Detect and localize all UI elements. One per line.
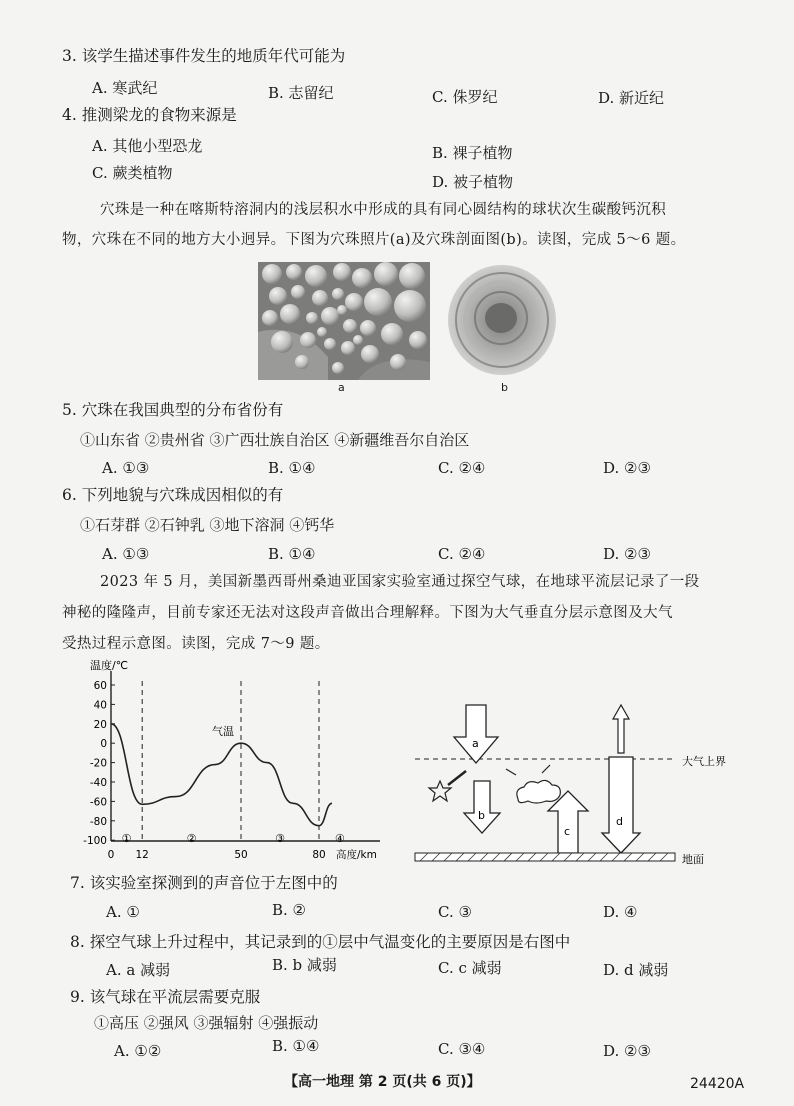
y-tick-label: -100 (83, 835, 107, 848)
q3-stem: 3. 该学生描述事件发生的地质年代可能为 (62, 47, 346, 65)
q6-option-b: B. ①④ (268, 545, 316, 563)
label-a: a (472, 737, 479, 750)
cave-pearls-photo (258, 262, 430, 380)
page-footer: 【高一地理 第 2 页(共 6 页)】 (284, 1074, 481, 1090)
arrow-b (464, 781, 500, 833)
chart-xlabel: 高度/km (336, 849, 377, 861)
q8-option-b: B. b 减弱 (272, 956, 337, 974)
q6-items: ①石芽群 ②石钟乳 ③地下溶洞 ④钙华 (80, 516, 335, 534)
label-b: b (478, 809, 485, 822)
q9-items: ①高压 ②强风 ③强辐射 ④强振动 (94, 1014, 319, 1032)
temperature-curve (111, 724, 332, 826)
paper-code: 24420A (690, 1076, 745, 1092)
y-tick-label: 60 (93, 680, 107, 692)
q9-option-d: D. ②③ (603, 1042, 651, 1060)
heating-process-diagram (410, 695, 740, 870)
curve-label: 气温 (212, 725, 234, 738)
q6-option-a: A. ①③ (102, 545, 150, 563)
ground-label: 地面 (682, 853, 704, 866)
label-d: d (616, 815, 623, 828)
x-tick-label: 12 (135, 849, 149, 861)
q9-option-b: B. ①④ (272, 1037, 320, 1055)
chart-ylabel: 温度/℃ (90, 659, 129, 672)
q3-option-a: A. 寒武纪 (92, 79, 158, 97)
arrow-a (454, 705, 498, 763)
passage2-line2: 神秘的隆隆声，目前专家还无法对这段声音做出合理解释。下图为大气垂直分层示意图及大气 (62, 605, 673, 621)
caption-b: b (501, 381, 508, 394)
layer-label: ② (186, 832, 197, 846)
q4-option-a: A. 其他小型恐龙 (92, 137, 203, 155)
reflect-arrow-left (506, 769, 516, 775)
q5-items: ①山东省 ②贵州省 ③广西壮族自治区 ④新疆维吾尔自治区 (80, 431, 470, 449)
q9-stem: 9. 该气球在平流层需要克服 (70, 988, 261, 1006)
layer-label: ③ (275, 832, 285, 846)
y-tick-label: 20 (93, 718, 107, 731)
q8-option-d: D. d 减弱 (603, 961, 669, 979)
q4-stem: 4. 推测梁龙的食物来源是 (62, 106, 237, 124)
q8-stem: 8. 探空气球上升过程中，其记录到的①层中气温变化的主要原因是右图中 (70, 933, 571, 951)
q3-option-d: D. 新近纪 (598, 89, 665, 107)
y-tick-label: 40 (93, 699, 107, 712)
q3-option-c: C. 侏罗纪 (432, 88, 498, 106)
passage2-line1: 2023 年 5 月，美国新墨西哥州桑迪亚国家实验室通过探空气球，在地球平流层记录了一段 (100, 574, 700, 590)
y-tick-label: -20 (89, 757, 107, 770)
reflect-arrow-right (542, 765, 550, 773)
q8-option-c: C. c 减弱 (438, 959, 502, 977)
temperature-altitude-chart (80, 655, 410, 870)
q5-option-a: A. ①③ (102, 459, 150, 477)
q7-option-c: C. ③ (438, 903, 472, 921)
cave-pearl-cross-section (446, 263, 558, 377)
y-tick-label: -80 (89, 815, 107, 828)
passage1-line2: 物，穴珠在不同的地方大小迥异。下图为穴珠照片(a)及穴珠剖面图(b)。读图，完成 5～6 题。 (62, 232, 686, 248)
passage1-line1: 穴珠是一种在喀斯特溶洞内的浅层积水中形成的具有同心圆结构的球状次生碳酸钙沉积 (100, 202, 667, 218)
layer-label: ① (121, 832, 132, 846)
q8-option-a: A. a 减弱 (106, 961, 171, 979)
q5-option-b: B. ①④ (268, 459, 316, 477)
y-tick-label: 0 (100, 738, 107, 751)
q7-option-b: B. ② (272, 901, 307, 919)
q7-stem: 7. 该实验室探测到的声音位于左图中的 (70, 874, 338, 892)
q5-option-c: C. ②④ (438, 459, 486, 477)
layer-label: ④ (334, 832, 345, 846)
q9-option-c: C. ③④ (438, 1040, 486, 1058)
q6-stem: 6. 下列地貌与穴珠成因相似的有 (62, 486, 284, 504)
x-tick-label: 80 (312, 849, 326, 861)
q6-option-c: C. ②④ (438, 545, 486, 563)
q7-option-a: A. ① (106, 903, 140, 921)
x-tick-label: 50 (234, 849, 248, 861)
y-tick-label: -60 (89, 796, 107, 809)
arrow-d-up (613, 705, 629, 753)
q9-option-a: A. ①② (114, 1042, 162, 1060)
q5-stem: 5. 穴珠在我国典型的分布省份有 (62, 401, 284, 419)
q3-option-b: B. 志留纪 (268, 84, 334, 102)
upper-boundary-label: 大气上界 (682, 755, 726, 768)
cloud-icon (517, 780, 560, 803)
q5-option-d: D. ②③ (603, 459, 651, 477)
y-tick-label: -40 (89, 777, 107, 789)
passage2-line3: 受热过程示意图。读图，完成 7～9 题。 (62, 636, 330, 652)
caption-a: a (338, 381, 345, 394)
q4-option-d: D. 被子植物 (432, 173, 514, 191)
x-tick-label: 0 (107, 849, 115, 861)
arrow-d (602, 757, 640, 853)
scatter-arrow (448, 771, 466, 785)
label-c: c (564, 825, 571, 838)
q7-option-d: D. ④ (603, 903, 638, 921)
ground-bar (415, 853, 675, 861)
q4-option-c: C. 蕨类植物 (92, 164, 173, 182)
q4-option-b: B. 裸子植物 (432, 144, 513, 162)
q6-option-d: D. ②③ (603, 545, 651, 563)
